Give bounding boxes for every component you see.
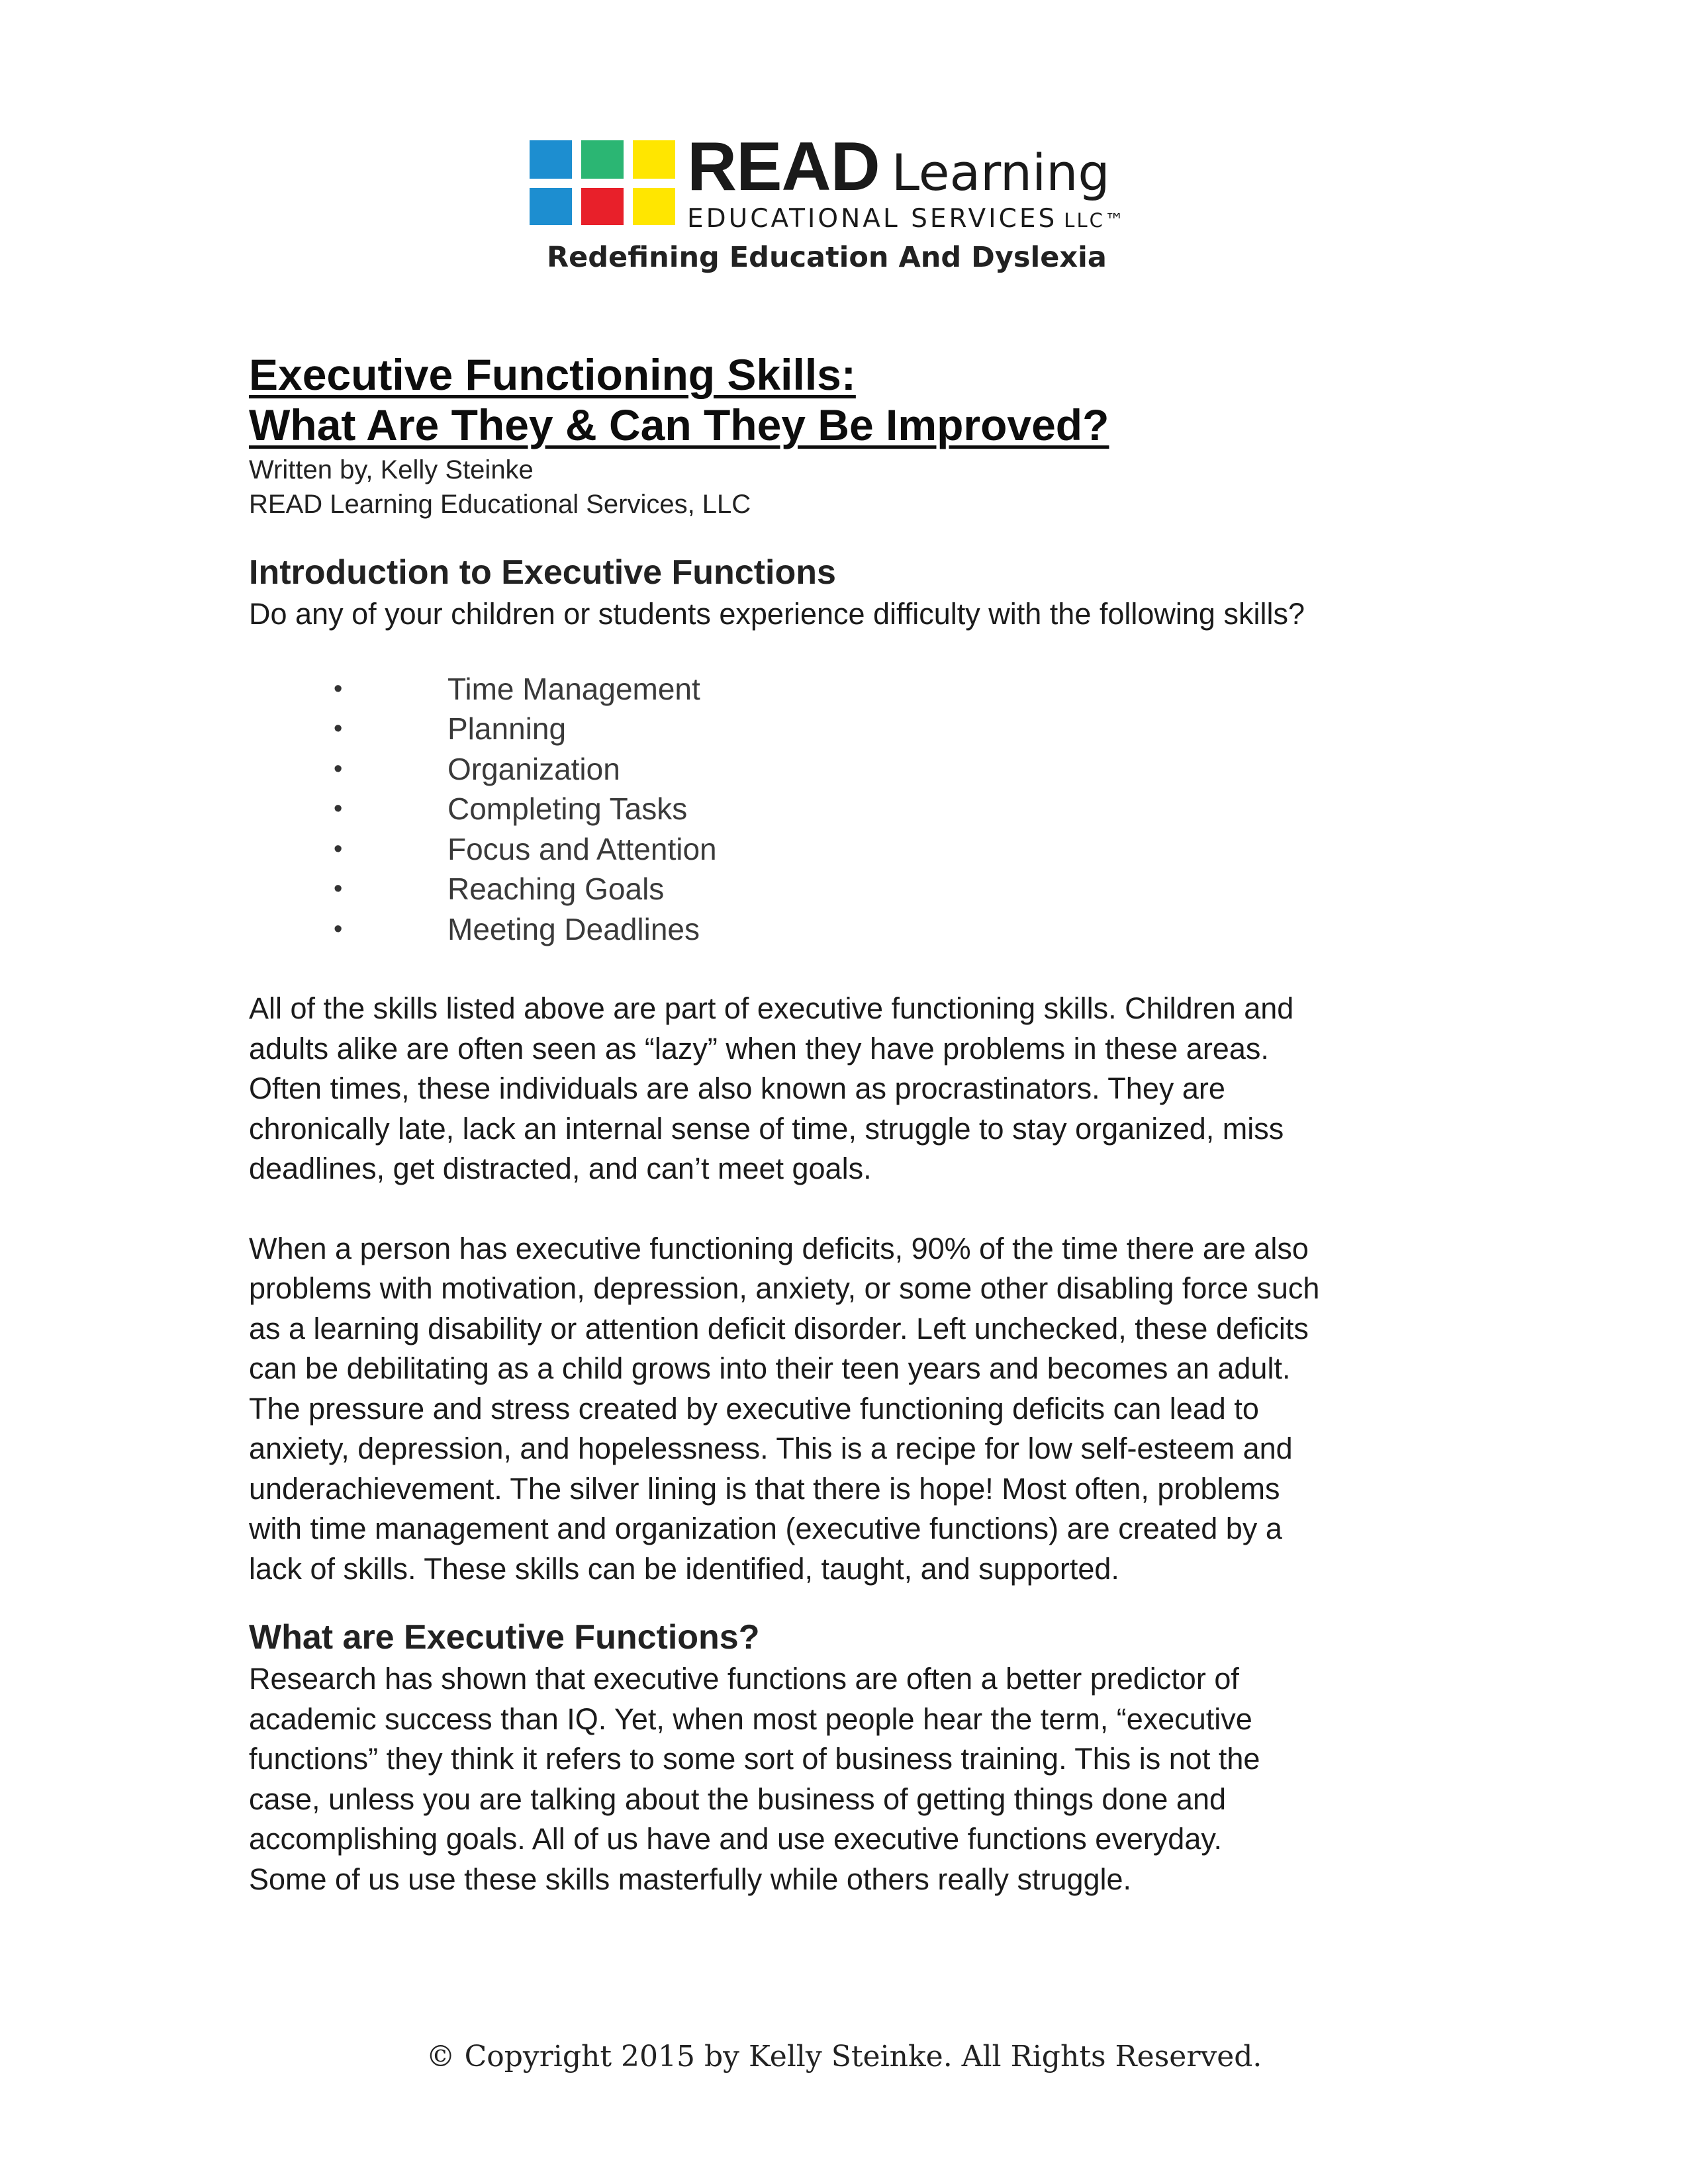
skill-list-item xyxy=(249,669,1454,709)
paragraph-research xyxy=(249,1659,1454,1899)
paragraph-line: problems with motivation, depression, anxiety, or some other disabling force such xyxy=(249,1271,1320,1305)
paragraph-line: Some of us use these skills masterfully while others really struggle. xyxy=(249,1862,1132,1896)
bullet-icon: • xyxy=(334,674,343,703)
copyright-footer: © Copyright 2015 by Kelly Steinke. All Rights Reserved. xyxy=(426,2040,1262,2073)
skill-label: Organization xyxy=(447,751,620,786)
paragraph-skills-summary xyxy=(249,989,1454,1189)
logo-square-red xyxy=(581,188,624,225)
skill-label: Focus and Attention xyxy=(447,831,717,866)
logo-square-green xyxy=(581,140,624,179)
skill-list-item xyxy=(249,789,1454,829)
skill-label: Completing Tasks xyxy=(447,792,688,826)
skill-label: Meeting Deadlines xyxy=(447,911,700,946)
skill-label: Planning xyxy=(447,711,567,746)
document-body xyxy=(249,349,1454,1899)
paragraph-line: Often times, these individuals are also known as procrastinators. They are xyxy=(249,1071,1225,1105)
author-line: Written by, Kelly Steinke xyxy=(249,455,534,484)
bullet-icon: • xyxy=(334,915,343,943)
logo-read-text: READ xyxy=(687,128,880,205)
logo-square-blue-2 xyxy=(530,188,572,225)
paragraph-line: underachievement. The silver lining is that there is hope! Most often, problems xyxy=(249,1471,1280,1506)
logo-tagline: Redefining Education And Dyslexia xyxy=(547,241,1107,274)
intro-heading: Introduction to Executive Functions xyxy=(249,553,836,592)
bullet-icon: • xyxy=(334,875,343,903)
paragraph-line: accomplishing goals. All of us have and use executive functions everyday. xyxy=(249,1822,1223,1856)
skill-list-item xyxy=(249,709,1454,749)
paragraph-deficits xyxy=(249,1229,1454,1590)
logo-llc-text: LLC™ xyxy=(1064,209,1126,232)
logo-square-blue-1 xyxy=(530,140,572,179)
paragraph-line: adults alike are often seen as “lazy” when they have problems in these areas. xyxy=(249,1031,1269,1066)
skill-list-item xyxy=(249,869,1454,909)
logo-services-line xyxy=(687,204,1126,234)
paragraph-line: All of the skills listed above are part of executive functioning skills. Children and xyxy=(249,991,1294,1025)
paragraph-line: chronically late, lack an internal sense of time, struggle to stay organized, miss xyxy=(249,1111,1284,1146)
skill-list-item xyxy=(249,829,1454,870)
paragraph-line: case, unless you are talking about the business of getting things done and xyxy=(249,1782,1227,1816)
paragraph-line: functions” they think it refers to some sort of business training. This is not the xyxy=(249,1742,1260,1776)
paragraph-line: with time management and organization (executive functions) are created by a xyxy=(249,1512,1282,1545)
skills-list xyxy=(249,669,1454,950)
skill-list-item xyxy=(249,749,1454,790)
what-heading: What are Executive Functions? xyxy=(249,1618,760,1657)
logo-services-text: EDUCATIONAL SERVICES xyxy=(687,204,1058,234)
intro-question: Do any of your children or students experience difficulty with the following skills? xyxy=(249,597,1305,631)
paragraph-line: deadlines, get distracted, and can’t meet goals. xyxy=(249,1152,872,1185)
bullet-icon: • xyxy=(334,715,343,743)
paragraph-line: can be debilitating as a child grows into their teen years and becomes an adult. xyxy=(249,1351,1291,1385)
paragraph-line: academic success than IQ. Yet, when most people hear the term, “executive xyxy=(249,1702,1252,1736)
author-block xyxy=(249,453,1454,522)
bullet-icon: • xyxy=(334,754,343,783)
paragraph-line: lack of skills. These skills can be identified, taught, and supported. xyxy=(249,1551,1119,1586)
paragraph-line: The pressure and stress created by executive functioning deficits can lead to xyxy=(249,1391,1259,1426)
company-logo xyxy=(530,128,1192,291)
title-line-1: Executive Functioning Skills: xyxy=(249,350,856,399)
document-title xyxy=(249,349,1454,450)
bullet-icon: • xyxy=(334,835,343,863)
paragraph-line: anxiety, depression, and hopelessness. This is a recipe for low self-esteem and xyxy=(249,1432,1293,1465)
skill-label: Reaching Goals xyxy=(447,872,665,906)
paragraph-line: as a learning disability or attention deficit disorder. Left unchecked, these deficits xyxy=(249,1311,1309,1345)
paragraph-line: Research has shown that executive functions are often a better predictor of xyxy=(249,1662,1239,1696)
skill-label: Time Management xyxy=(447,671,700,706)
logo-square-yellow-2 xyxy=(633,188,675,225)
title-line-2: What Are They & Can They Be Improved? xyxy=(249,400,1109,449)
logo-learning-text: Learning xyxy=(891,143,1110,202)
skill-list-item xyxy=(249,909,1454,950)
bullet-icon: • xyxy=(334,795,343,823)
logo-wordmark xyxy=(687,128,1110,205)
organization-line: READ Learning Educational Services, LLC xyxy=(249,490,751,519)
logo-square-yellow-1 xyxy=(633,140,675,179)
paragraph-line: When a person has executive functioning deficits, 90% of the time there are also xyxy=(249,1231,1309,1265)
